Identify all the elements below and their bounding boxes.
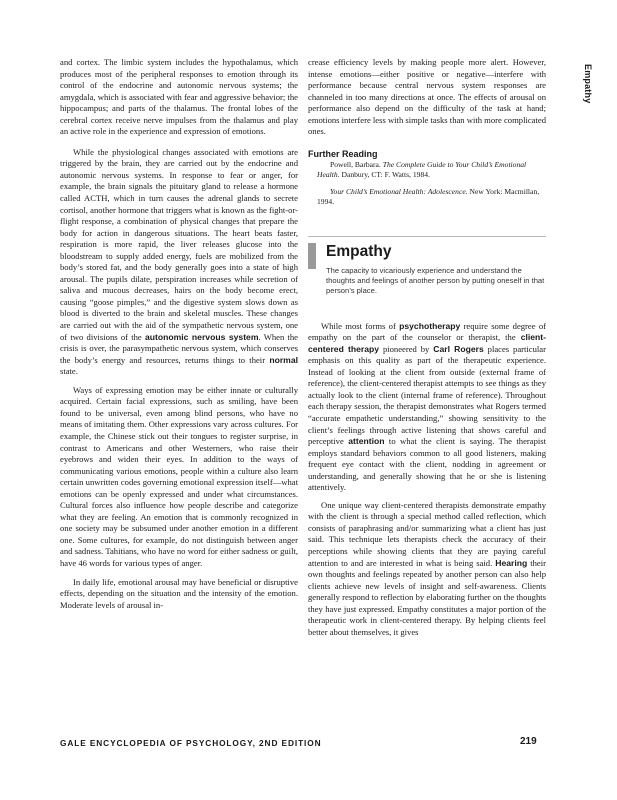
entry-marker-bar (308, 243, 316, 269)
linked-term[interactable]: Hearing (495, 557, 528, 568)
left-column (60, 57, 298, 611)
reference-item (317, 187, 546, 207)
paragraph: In daily life, emotional arousal may have beneficial or disruptive effects, depending on the situation and the intensity of the emotion. Moderate levels of arousal in- (60, 576, 298, 610)
paragraph-text: to what the client is saying. The therapist employs standard behaviors common to all good listeners, making frequent eye contact with the client, nodding in agreement or understanding, and generally showing that he or she is listening attentively. (308, 436, 547, 493)
paragraph-text: . When the crisis is over, the parasympathetic nervous system, which conserves the body’s energy and resources, returns things to their (60, 331, 298, 365)
running-head-tab: Empathy (583, 64, 593, 104)
entry-body (308, 321, 546, 639)
paragraph (308, 321, 546, 494)
linked-term[interactable]: psychotherapy (399, 320, 461, 331)
paragraph-text: places particular emphasis on this quality as part of the therapeutic experience. Instead of looking at the client from outside (external frame of reference), the client-centered therapist attempts to see things as they actually look to the client (internal frame of reference). Throughout each therapy session, the therapist demonstrates what Rogers termed “accurate empathetic understanding,” showing sensitivity to the client’s feelings through active listening that shows careful and perceptive (308, 343, 546, 447)
linked-term[interactable]: autonomic nervous system (145, 331, 259, 342)
entry-title: Empathy (326, 242, 392, 260)
paragraph (60, 147, 298, 378)
linked-term[interactable]: Carl Rogers (433, 343, 484, 354)
linked-term[interactable]: attention (348, 436, 385, 447)
right-column (308, 57, 546, 638)
entry-header (308, 236, 546, 305)
paragraph-text: While most forms of (321, 320, 400, 331)
paragraph (308, 500, 546, 639)
paragraph: and cortex. The limbic system includes the hypothalamus, which produces most of the peripheral responses to emotion through its control of the endocrine and autonomic nervous systems; the amygdala, which is associated with fear and aggressive behavior; the hippocampus; and parts of the thalamus. The frontal lobes of the cerebral cortex receive nerve impulses from the thalamus and play an active role in the experience and expression of emotions. (60, 57, 298, 137)
further-reading-heading: Further Reading (308, 148, 378, 159)
page-number: 219 (520, 736, 537, 747)
reference-publisher: Danbury, CT: F. Watts, 1984. (339, 170, 430, 180)
linked-term[interactable]: client-centered therapy (308, 332, 546, 354)
paragraph-text: pioneered by (379, 343, 434, 354)
reference-list (308, 160, 546, 208)
paragraph: crease efficiency levels by making people more alert. However, intense emotions—either positive or negative—interfere with performance because central nervous system responses are channeled in too many directions at once. The effects of arousal on performance also depend on the difficulty of the task at hand; emotions interfere less with simple tasks than with more complicated ones. (308, 57, 546, 137)
paragraph-text: One unique way client-centered therapists demonstrate empathy with the client is through a special method called reflection, which consists of paraphrasing and/or summarizing what a client has just said. This technique lets therapists check the accuracy of their perceptions while showing clients that they are paying careful attention to and are interested in what is being said. (308, 499, 546, 568)
reference-author: Powell, Barbara. (330, 159, 383, 169)
linked-term[interactable]: normal (269, 354, 298, 365)
reference-title: The Complete Guide to Your Child’s Emotional Health. (317, 159, 527, 180)
paragraph-text: state. (60, 366, 78, 377)
footer-title: GALE ENCYCLOPEDIA OF PSYCHOLOGY, 2ND EDITION (60, 738, 322, 748)
paragraph-text: While the physiological changes associated with emotions are triggered by the brain, they are carried out by the endocrine and autonomic nervous systems. In response to fear or anger, for example, the brain signals the pituitary gland to release a hormone called ACTH, which in turn causes the adrenal glands to secrete cortisol, another hormone that triggers what is known as the fight-or-flight response, a combination of physical changes that prepare the body for action in dangerous situations. The heart beats faster, respiration is more rapid, the liver releases glucose into the bloodstream to supply added energy, fuels are mobilized from the body’s stored fat, and the body generally goes into a state of high arousal. The pupils dilate, perspiration increases while secretion of saliva and mucous decreases, hairs on the body become erect, causing “goose pimples,” and the digestive system slows down as blood is diverted to the brain and skeletal muscles. These changes are carried out with the aid of the sympathetic nervous system, one of two divisions of the (60, 146, 298, 342)
reference-title: Your Child’s Emotional Health: Adolescence. (330, 187, 468, 197)
paragraph-text: require some degree of empathy on the part of the counselor or therapist, the (308, 320, 546, 343)
reference-item (317, 160, 546, 180)
paragraph-text: their own thoughts and feelings repeated by another person can also help clients achieve new levels of insight and self-awareness. Clients generally respond to reflection by elaborating further on the thoughts they have just expressed. Empathy constitutes a major portion of the therapeutic work in client-centered therapy. By helping clients feel better about themselves, it gives (308, 557, 546, 637)
entry-definition: The capacity to vicariously experience and understand the thoughts and feelings of another person by putting oneself in that person’s place. (326, 265, 545, 295)
reference-publisher: New York: Macmillan, 1994. (317, 187, 540, 207)
paragraph: Ways of expressing emotion may be either innate or culturally acquired. Certain facial expressions, such as smiling, have been found to be universal, even among blind persons, who have no means of imitating them. Other expressions vary across cultures. For example, the Chinese stick out their tongues to register surprise, in contrast to Americans and other Westerners, who raise their eyebrows and widen their eyes. In addition to the ways of communicating various emotions, people within a culture also learn certain unwritten codes governing emotional expression itself—what emotions can be openly expressed and under what circumstances. Cultural forces also influence how people describe and categorize what they are feeling. An emotion that is commonly recognized in one society may be subsumed under another emotion in a different one. Some cultures, for example, do not distinguish between anger and sadness. Tahitians, who have no word for either sadness or guilt, have 46 words for various types of anger. (60, 384, 298, 568)
